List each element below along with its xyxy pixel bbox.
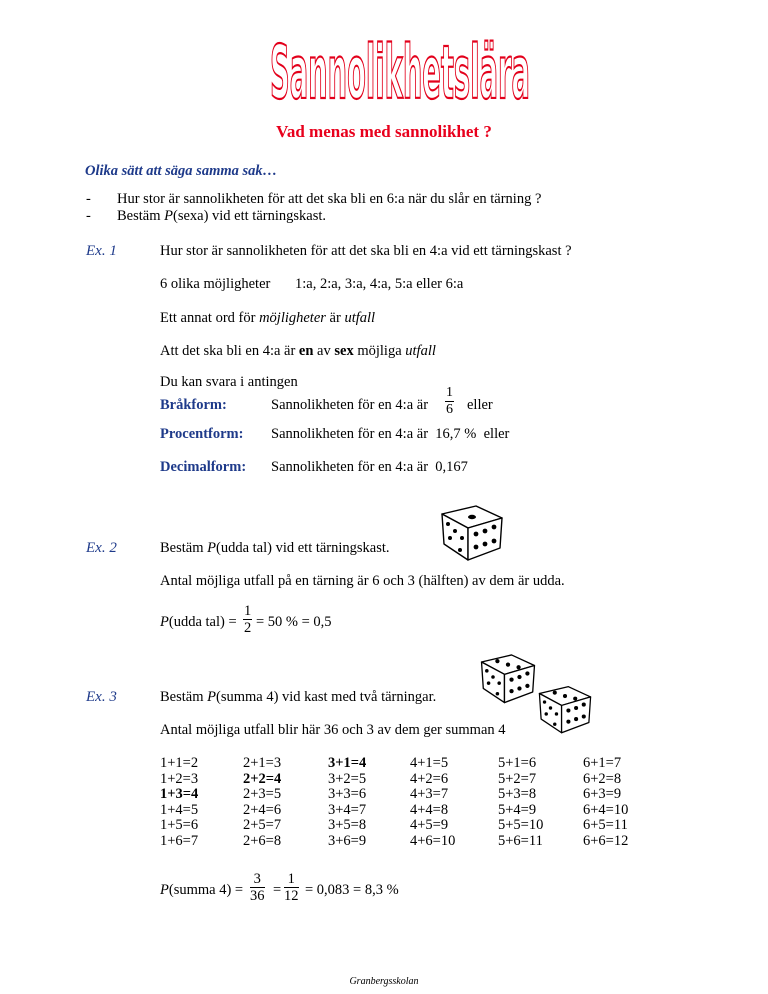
example-1-question: Hur stor är sannolikheten för att det ska bli en 4:a vid ett tärningskast ? [160, 243, 572, 259]
table-cell: 6+6=12 [583, 832, 629, 849]
table-cell: 5+3=8 [498, 786, 537, 803]
footer-school-name: Granbergsskolan [349, 976, 419, 987]
fraction-numerator: 3 [253, 871, 261, 887]
table-cell: 1+5=6 [160, 817, 199, 834]
example-3-label: Ex. 3 [86, 689, 117, 705]
table-cell: 2+1=3 [243, 755, 282, 771]
table-cell: 3+6=9 [328, 832, 367, 849]
title-logo [0, 22, 768, 112]
table-cell: 5+4=9 [498, 801, 537, 818]
another-word-text: Ett annat ord för möjligheter är utfall [160, 310, 376, 326]
fraction-numerator: 1 [287, 871, 295, 887]
example-3-explanation: Antal möjliga utfall blir här 36 och 3 av dem ger summan 4 [160, 722, 506, 738]
example-3-formula-lhs: P(summa 4) = [160, 882, 244, 898]
equals-sign: = [273, 882, 282, 898]
bullet-dash: - [86, 191, 91, 207]
fraction-form-suffix: eller [467, 397, 493, 413]
table-cell: 6+5=11 [583, 817, 628, 834]
fraction-denominator: 2 [244, 620, 252, 636]
fraction-form-text: Sannolikheten för en 4:a är [271, 397, 429, 413]
answer-intro: Du kan svara i antingen [160, 374, 298, 390]
possibilities-values: 1:a, 2:a, 3:a, 4:a, 5:a eller 6:a [295, 276, 464, 292]
fraction-one-sixth [445, 386, 454, 417]
table-cell: 4+4=8 [410, 801, 449, 818]
dice-icon [478, 648, 538, 706]
bullet-text: Bestäm P(sexa) vid ett tärningskast. [117, 208, 326, 224]
table-cell: 6+3=9 [583, 786, 622, 803]
fraction-three-thirty-sixths [250, 872, 265, 903]
title-logo-text: Sannolikhetslära [270, 30, 530, 112]
bullet-text: Hur stor är sannolikheten för att det ska bli en 6:a när du slår en tärning ? [117, 191, 542, 207]
fraction-form-label: Bråkform: [160, 397, 227, 413]
decimal-form-text: Sannolikheten för en 4:a är 0,167 [271, 459, 468, 475]
page-heading: Vad menas med sannolikhet ? [276, 122, 492, 141]
dice-icon [438, 500, 506, 562]
table-cell: 3+1=4 [328, 755, 367, 771]
example-3-formula-rhs: = 0,083 = 8,3 % [305, 882, 399, 898]
table-cell: 1+1=2 [160, 755, 199, 771]
example-2-explanation: Antal möjliga utfall på en tärning är 6 och 3 (hälften) av dem är udda. [160, 573, 565, 589]
table-cell: 5+5=10 [498, 817, 544, 834]
table-cell: 4+2=6 [410, 770, 449, 787]
fraction-one-half [243, 604, 252, 635]
table-cell: 1+2=3 [160, 770, 199, 787]
table-cell: 4+1=5 [410, 755, 449, 771]
fraction-one-twelfth [284, 872, 299, 903]
example-2-formula-rhs: = 50 % = 0,5 [256, 614, 332, 630]
table-cell: 3+2=5 [328, 770, 367, 787]
table-cell: 6+2=8 [583, 770, 622, 787]
table-cell: 5+1=6 [498, 755, 537, 771]
subheading: Olika sätt att säga samma sak… [85, 163, 278, 179]
table-cell: 2+6=8 [243, 832, 282, 849]
table-cell: 3+5=8 [328, 817, 367, 834]
possibilities-label: 6 olika möjligheter [160, 276, 271, 292]
table-cell: 4+3=7 [410, 786, 449, 803]
percent-form-label: Procentform: [160, 426, 244, 442]
table-cell: 1+4=5 [160, 801, 199, 818]
table-cell: 6+1=7 [583, 755, 622, 771]
example-2-question: Bestäm P(udda tal) vid ett tärningskast. [160, 540, 390, 556]
table-cell: 3+4=7 [328, 801, 367, 818]
fraction-denominator: 6 [446, 402, 453, 417]
example-2-formula-lhs: P(udda tal) = [160, 614, 237, 630]
fraction-denominator: 12 [284, 888, 299, 904]
table-cell: 4+6=10 [410, 832, 456, 849]
table-cell: 1+3=4 [160, 786, 199, 803]
table-cell: 2+5=7 [243, 817, 282, 834]
decimal-form-label: Decimalform: [160, 459, 247, 475]
table-cell: 3+3=6 [328, 786, 367, 803]
example-3-question: Bestäm P(summa 4) vid kast med två tärningar. [160, 689, 437, 705]
table-cell: 5+6=11 [498, 832, 543, 849]
table-cell: 4+5=9 [410, 817, 449, 834]
table-cell: 1+6=7 [160, 832, 199, 849]
bullet-dash: - [86, 208, 91, 224]
table-cell: 2+4=6 [243, 801, 282, 818]
fraction-numerator: 1 [446, 385, 453, 400]
table-cell: 5+2=7 [498, 770, 537, 787]
percent-form-text: Sannolikheten för en 4:a är 16,7 % eller [271, 426, 510, 442]
example-1-label: Ex. 1 [86, 243, 117, 259]
example-2-label: Ex. 2 [86, 540, 117, 556]
table-cell: 2+2=4 [243, 770, 282, 787]
dice-icon [536, 680, 594, 736]
table-cell: 6+4=10 [583, 801, 629, 818]
fraction-numerator: 1 [244, 603, 252, 619]
fraction-denominator: 36 [250, 888, 265, 904]
dice-sum-table [160, 756, 720, 850]
table-cell: 2+3=5 [243, 786, 282, 803]
one-of-six-text: Att det ska bli en 4:a är en av sex möjliga utfall [160, 343, 436, 359]
